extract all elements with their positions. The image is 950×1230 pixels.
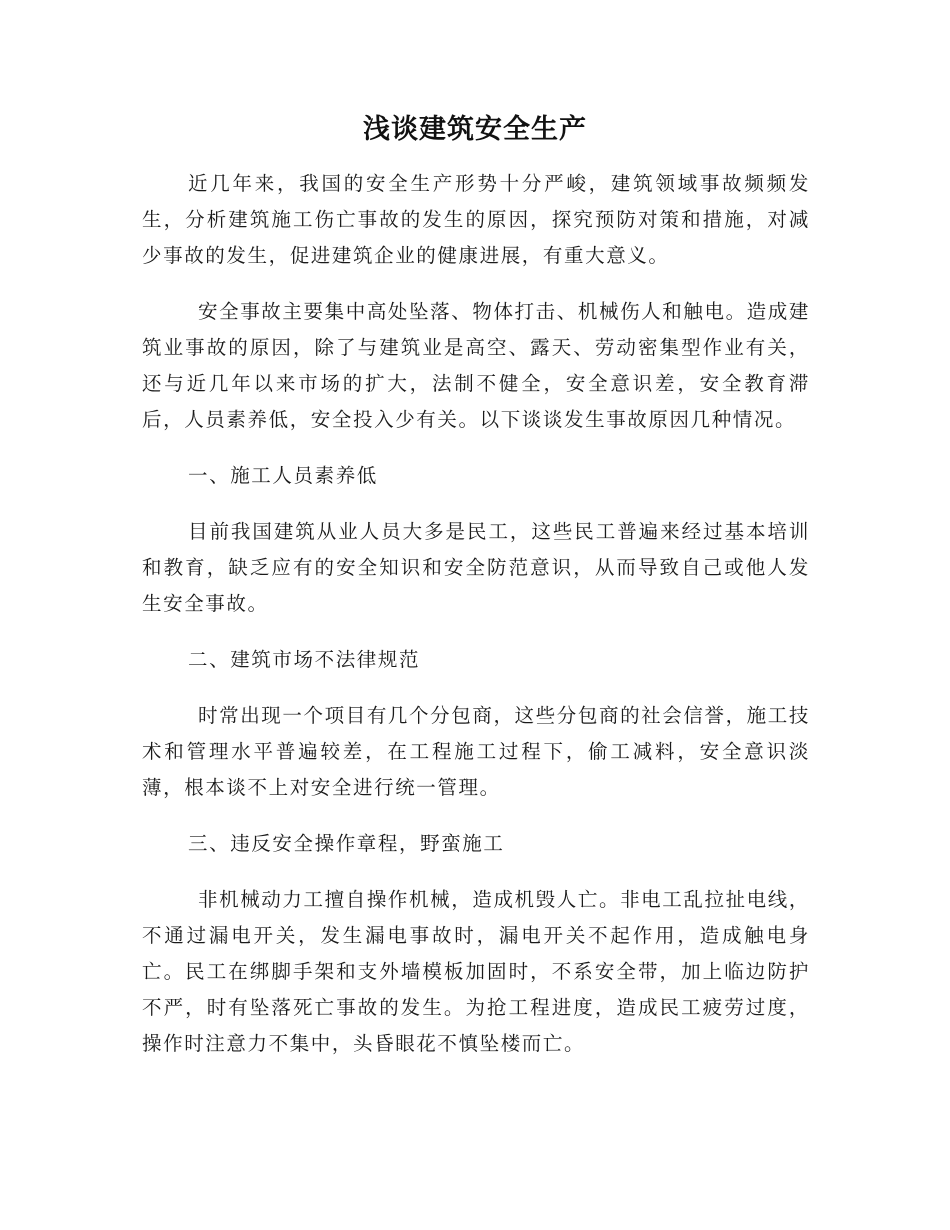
- section-heading-1: 一、施工人员素养低: [188, 464, 378, 487]
- section-heading-3: 三、违反安全操作章程，野蛮施工: [188, 832, 505, 855]
- document-body: [142, 166, 810, 1082]
- paragraph-intro: 近几年来，我国的安全生产形势十分严峻，建筑领域事故频频发生，分析建筑施工伤亡事故的发生的原因，探究预防对策和措施，对减少事故的发生，促进建筑企业的健康进展，有重大意义。: [142, 172, 810, 267]
- paragraph-section-1: 目前我国建筑从业人员大多是民工，这些民工普遍来经过基本培训和教育，缺乏应有的安全知识和安全防范意识，从而导致自己或他人发生安全事故。: [142, 520, 810, 615]
- paragraph-section-2: 时常出现一个项目有几个分包商，这些分包商的社会信誉，施工技术和管理水平普遍较差，在工程施工过程下，偷工减料，安全意识淡薄，根本谈不上对安全进行统一管理。: [142, 704, 810, 799]
- document-title: 浅谈建筑安全生产: [363, 114, 587, 145]
- paragraph-section-3: 非机械动力工擅自操作机械，造成机毁人亡。非电工乱拉扯电线，不通过漏电开关，发生漏电事故时，漏电开关不起作用，造成触电身亡。民工在绑脚手架和支外墙模板加固时，不系安全带，加上临边防护不严，时有坠落死亡事故的发生。为抢工程进度，造成民工疲劳过度，操作时注意力不集中，头昏眼花不慎坠楼而亡。: [142, 888, 810, 1055]
- paragraph-accident-causes: 安全事故主要集中高处坠落、物体打击、机械伤人和触电。造成建筑业事故的原因，除了与建筑业是高空、露天、劳动密集型作业有关，还与近几年以来市场的扩大，法制不健全，安全意识差，安全教育滞后，人员素养低，安全投入少有关。以下谈谈发生事故原因几种情况。: [142, 300, 810, 431]
- section-heading-2: 二、建筑市场不法律规范: [188, 648, 421, 671]
